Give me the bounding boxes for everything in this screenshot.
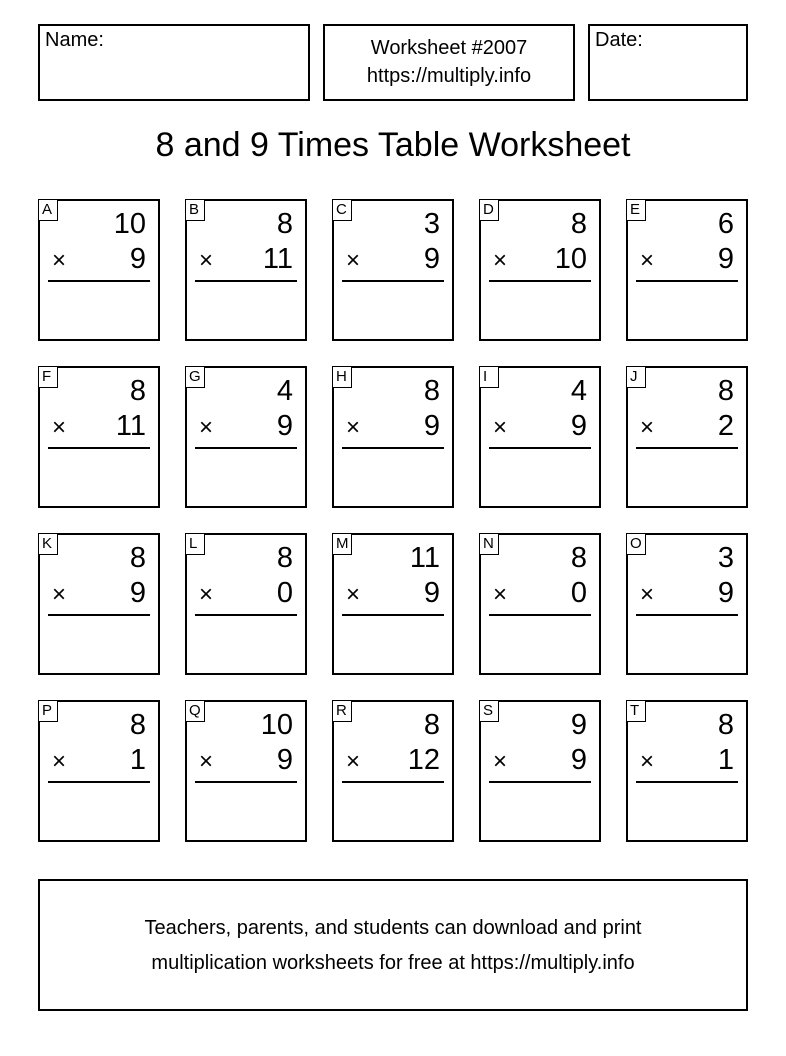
multiply-sign: × <box>346 581 361 608</box>
multiply-sign: × <box>52 247 67 274</box>
problem-card <box>626 533 748 675</box>
answer-line <box>195 614 297 616</box>
problem-card <box>626 199 748 341</box>
problem-top-number: 8 <box>129 542 146 574</box>
multiply-sign: × <box>640 581 655 608</box>
problem-card <box>626 700 748 842</box>
problem-letter: R <box>332 700 352 722</box>
problem-card <box>626 366 748 508</box>
problem-bottom-number: 9 <box>276 744 293 776</box>
footer-line-2: multiplication worksheets for free at https://multiply.info <box>151 952 635 974</box>
multiply-sign: × <box>493 414 508 441</box>
worksheet-info-box <box>323 24 575 101</box>
date-label: Date: <box>595 29 643 51</box>
answer-line <box>636 781 738 783</box>
problem-letter: P <box>38 700 58 722</box>
answer-line <box>342 447 444 449</box>
problem-letter: A <box>38 199 58 221</box>
date-field-box <box>588 24 748 101</box>
problem-top-number: 8 <box>423 375 440 407</box>
answer-line <box>636 614 738 616</box>
problem-top-number: 10 <box>260 709 293 741</box>
multiply-sign: × <box>199 748 214 775</box>
problem-top-number: 10 <box>113 208 146 240</box>
answer-line <box>342 280 444 282</box>
problem-bottom-number: 9 <box>717 577 734 609</box>
multiply-sign: × <box>493 581 508 608</box>
problem-card <box>38 199 160 341</box>
problem-letter: D <box>479 199 499 221</box>
problem-top-number: 8 <box>423 709 440 741</box>
problem-bottom-number: 12 <box>407 744 440 776</box>
answer-line <box>342 614 444 616</box>
footer-box <box>38 879 748 1011</box>
problem-card <box>332 199 454 341</box>
problem-bottom-number: 11 <box>262 243 293 275</box>
problem-top-number: 8 <box>276 208 293 240</box>
problem-letter: E <box>626 199 646 221</box>
multiply-sign: × <box>199 247 214 274</box>
problem-top-number: 8 <box>570 542 587 574</box>
problem-top-number: 8 <box>129 375 146 407</box>
problem-bottom-number: 9 <box>717 243 734 275</box>
problem-bottom-number: 0 <box>276 577 293 609</box>
problem-card <box>185 533 307 675</box>
answer-line <box>48 280 150 282</box>
problem-top-number: 11 <box>409 542 440 574</box>
worksheet-number: Worksheet #2007 <box>370 37 528 59</box>
problem-card <box>185 199 307 341</box>
answer-line <box>48 447 150 449</box>
answer-line <box>195 781 297 783</box>
problem-bottom-number: 0 <box>570 577 587 609</box>
problem-letter: L <box>185 533 205 555</box>
answer-line <box>195 447 297 449</box>
problem-letter: F <box>38 366 58 388</box>
problem-letter: C <box>332 199 352 221</box>
problem-bottom-number: 1 <box>129 744 146 776</box>
problem-letter: M <box>332 533 352 555</box>
problem-top-number: 8 <box>717 709 734 741</box>
multiply-sign: × <box>640 748 655 775</box>
problem-top-number: 3 <box>423 208 440 240</box>
answer-line <box>48 781 150 783</box>
multiply-sign: × <box>199 414 214 441</box>
problem-bottom-number: 9 <box>570 744 587 776</box>
problem-bottom-number: 10 <box>554 243 587 275</box>
name-field-box <box>38 24 310 101</box>
problem-card <box>479 533 601 675</box>
problem-bottom-number: 1 <box>717 744 734 776</box>
problem-letter: O <box>626 533 646 555</box>
problem-letter: S <box>479 700 499 722</box>
problem-top-number: 8 <box>276 542 293 574</box>
problem-letter: K <box>38 533 58 555</box>
problem-top-number: 4 <box>570 375 587 407</box>
problem-top-number: 8 <box>129 709 146 741</box>
problem-bottom-number: 11 <box>115 410 146 442</box>
multiply-sign: × <box>199 581 214 608</box>
problem-card <box>38 366 160 508</box>
problem-letter: Q <box>185 700 205 722</box>
problem-top-number: 4 <box>276 375 293 407</box>
problem-top-number: 9 <box>570 709 587 741</box>
answer-line <box>342 781 444 783</box>
problem-card <box>479 700 601 842</box>
problem-top-number: 8 <box>717 375 734 407</box>
problem-letter: N <box>479 533 499 555</box>
answer-line <box>48 614 150 616</box>
worksheet-website: https://multiply.info <box>366 65 532 87</box>
problem-card <box>185 700 307 842</box>
problem-letter: I <box>479 366 499 388</box>
problem-card <box>479 199 601 341</box>
multiply-sign: × <box>346 748 361 775</box>
multiply-sign: × <box>493 247 508 274</box>
problem-top-number: 3 <box>717 542 734 574</box>
problem-letter: H <box>332 366 352 388</box>
problem-bottom-number: 9 <box>129 243 146 275</box>
footer-line-1: Teachers, parents, and students can download and print <box>144 917 642 939</box>
problem-bottom-number: 9 <box>423 577 440 609</box>
problem-bottom-number: 9 <box>570 410 587 442</box>
problem-card <box>185 366 307 508</box>
multiply-sign: × <box>640 247 655 274</box>
problem-card <box>38 700 160 842</box>
problem-top-number: 8 <box>570 208 587 240</box>
problem-letter: J <box>626 366 646 388</box>
problem-letter: T <box>626 700 646 722</box>
answer-line <box>489 447 591 449</box>
page-title: 8 and 9 Times Table Worksheet <box>155 126 631 164</box>
problem-card <box>332 533 454 675</box>
answer-line <box>489 614 591 616</box>
multiply-sign: × <box>52 414 67 441</box>
multiply-sign: × <box>52 748 67 775</box>
problem-letter: B <box>185 199 205 221</box>
problem-bottom-number: 9 <box>423 410 440 442</box>
problem-card <box>38 533 160 675</box>
problem-bottom-number: 2 <box>717 410 734 442</box>
answer-line <box>489 280 591 282</box>
problem-card <box>332 700 454 842</box>
problem-bottom-number: 9 <box>276 410 293 442</box>
name-label: Name: <box>45 29 104 51</box>
answer-line <box>636 280 738 282</box>
multiply-sign: × <box>493 748 508 775</box>
problem-letter: G <box>185 366 205 388</box>
multiply-sign: × <box>346 414 361 441</box>
answer-line <box>636 447 738 449</box>
problem-bottom-number: 9 <box>129 577 146 609</box>
multiply-sign: × <box>52 581 67 608</box>
multiply-sign: × <box>346 247 361 274</box>
answer-line <box>489 781 591 783</box>
problem-bottom-number: 9 <box>423 243 440 275</box>
answer-line <box>195 280 297 282</box>
problem-top-number: 6 <box>717 208 734 240</box>
multiply-sign: × <box>640 414 655 441</box>
problem-card <box>332 366 454 508</box>
problem-card <box>479 366 601 508</box>
